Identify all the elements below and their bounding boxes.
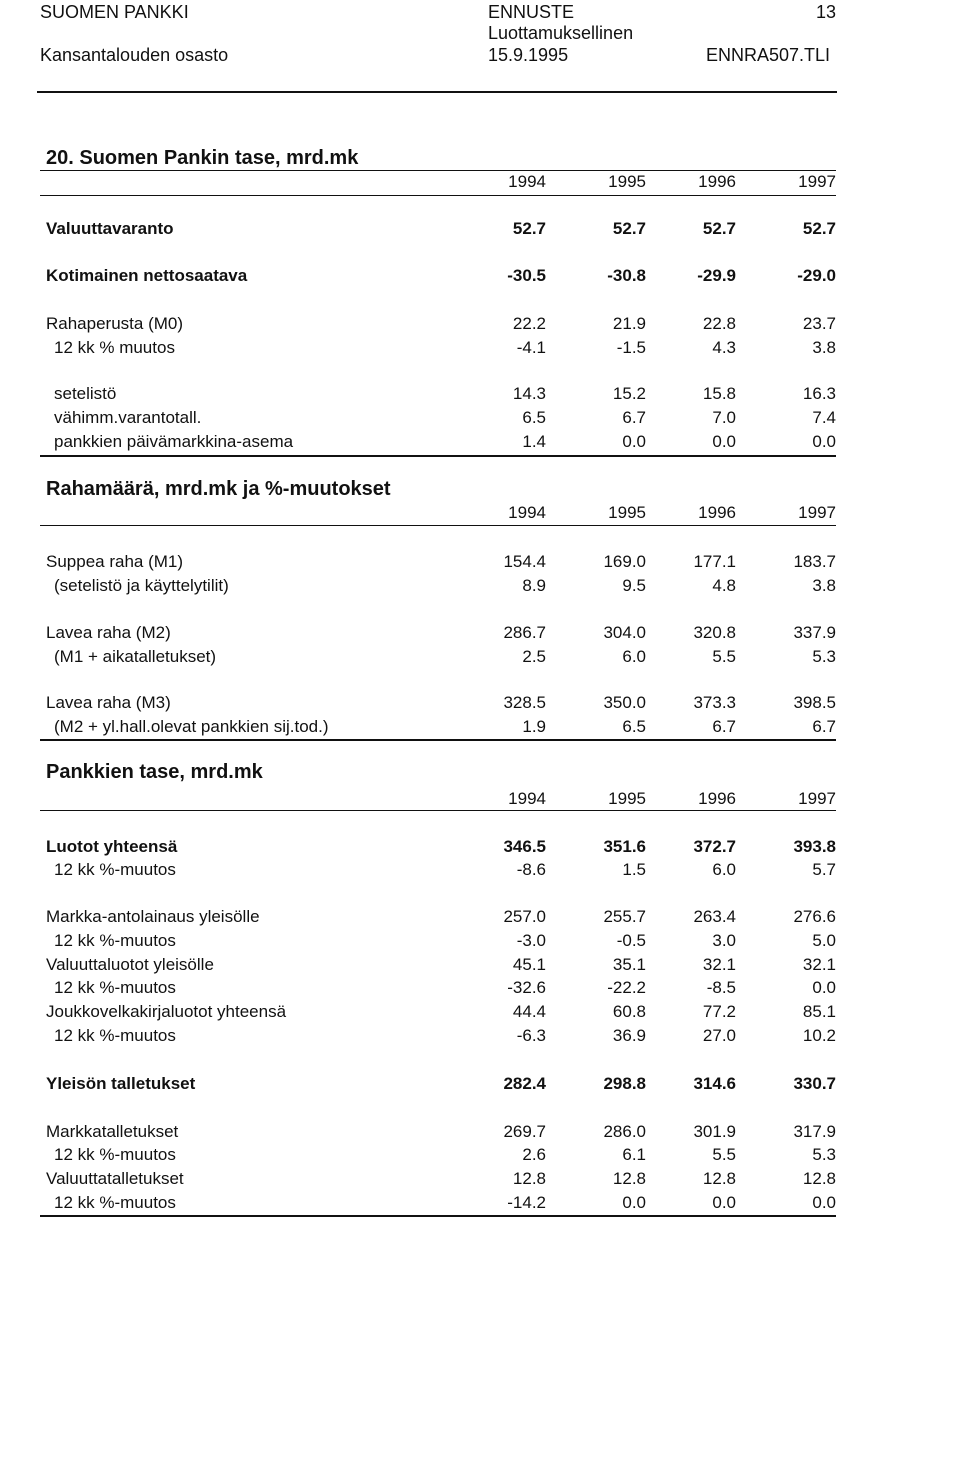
header-divider xyxy=(37,91,837,93)
cell-1996: 263.4 xyxy=(693,907,736,926)
cell-1996: 22.8 xyxy=(702,314,736,333)
year-1997: 1997 xyxy=(798,172,836,191)
cell-1995: 36.9 xyxy=(612,1026,646,1045)
year-1996: 1996 xyxy=(698,172,736,191)
cell-1995: 52.7 xyxy=(612,219,646,238)
section2-year-header xyxy=(40,502,836,524)
cell-1995: 1.5 xyxy=(622,860,646,879)
cell-1994: 6.5 xyxy=(522,408,546,427)
cell-1996: 373.3 xyxy=(693,693,736,712)
cell-1997: 52.7 xyxy=(802,219,836,238)
table-row xyxy=(40,1025,836,1047)
row-label: pankkien päivämarkkina-asema xyxy=(54,432,294,451)
section3-title: Pankkien tase, mrd.mk xyxy=(46,761,263,783)
cell-1995: 304.0 xyxy=(603,623,646,642)
row-label: Kotimainen nettosaatava xyxy=(46,266,248,285)
cell-1996: -29.9 xyxy=(697,266,736,285)
cell-1994: 14.3 xyxy=(512,384,546,403)
table-row xyxy=(40,622,836,644)
cell-1996: 0.0 xyxy=(712,1193,736,1212)
cell-1995: 35.1 xyxy=(612,955,646,974)
table-row xyxy=(40,930,836,952)
cell-1996: 0.0 xyxy=(712,432,736,451)
table-row xyxy=(40,954,836,976)
cell-1997: 6.7 xyxy=(812,717,836,736)
cell-1997: 0.0 xyxy=(812,432,836,451)
cell-1996: 6.7 xyxy=(712,717,736,736)
cell-1994: -14.2 xyxy=(507,1193,546,1212)
table-row xyxy=(40,218,836,240)
cell-1996: 4.3 xyxy=(712,338,736,357)
cell-1997: 276.6 xyxy=(793,907,836,926)
cell-1995: 12.8 xyxy=(612,1169,646,1188)
row-label: Rahaperusta (M0) xyxy=(46,314,184,333)
year-1996: 1996 xyxy=(698,789,736,808)
cell-1994: -6.3 xyxy=(516,1026,546,1045)
section2-title: Rahamäärä, mrd.mk ja %-muutokset xyxy=(46,478,391,500)
cell-1995: 298.8 xyxy=(603,1074,646,1093)
cell-1995: 169.0 xyxy=(603,552,646,571)
year-1994: 1994 xyxy=(508,503,546,522)
cell-1996: 4.8 xyxy=(712,576,736,595)
cell-1997: 32.1 xyxy=(802,955,836,974)
cell-1995: 6.1 xyxy=(622,1145,646,1164)
year-1995: 1995 xyxy=(608,503,646,522)
table-row xyxy=(40,407,836,429)
row-label: 12 kk %-muutos xyxy=(54,860,176,879)
cell-1997: 23.7 xyxy=(802,314,836,333)
row-label: 12 kk %-muutos xyxy=(54,1193,176,1212)
cell-1997: 398.5 xyxy=(793,693,836,712)
cell-1994: 2.5 xyxy=(522,647,546,666)
cell-1996: 3.0 xyxy=(712,931,736,950)
table-row xyxy=(40,1001,836,1023)
cell-1997: 0.0 xyxy=(812,1193,836,1212)
cell-1997: 5.3 xyxy=(812,1145,836,1164)
cell-1994: 8.9 xyxy=(522,576,546,595)
table-row xyxy=(40,1121,836,1143)
cell-1996: 15.8 xyxy=(702,384,736,403)
table-row xyxy=(40,977,836,999)
cell-1994: -8.6 xyxy=(516,860,546,879)
cell-1996: 6.0 xyxy=(712,860,736,879)
cell-1994: 269.7 xyxy=(503,1122,546,1141)
cell-1997: 3.8 xyxy=(812,576,836,595)
year-1996: 1996 xyxy=(698,503,736,522)
section3-year-rule xyxy=(40,810,836,811)
cell-1994: 44.4 xyxy=(512,1002,546,1021)
cell-1995: -0.5 xyxy=(616,931,646,950)
cell-1997: 393.8 xyxy=(793,837,836,856)
row-label: 12 kk % muutos xyxy=(54,338,175,357)
row-label: Joukkovelkakirjaluotot yhteensä xyxy=(46,1002,287,1021)
table-row xyxy=(40,383,836,405)
row-label: Luotot yhteensä xyxy=(46,837,178,856)
cell-1996: 5.5 xyxy=(712,647,736,666)
cell-1994: 154.4 xyxy=(503,552,546,571)
cell-1995: -30.8 xyxy=(607,266,646,285)
row-label: 12 kk %-muutos xyxy=(54,1026,176,1045)
table-row xyxy=(40,1168,836,1190)
row-label: (M2 + yl.hall.olevat pankkien sij.tod.) xyxy=(54,717,329,736)
table-row xyxy=(40,646,836,668)
row-label: Suppea raha (M1) xyxy=(46,552,184,571)
table-row xyxy=(40,716,836,738)
cell-1996: 27.0 xyxy=(702,1026,736,1045)
cell-1997: 0.0 xyxy=(812,978,836,997)
page-number: 13 xyxy=(816,2,837,22)
cell-1997: 330.7 xyxy=(793,1074,836,1093)
section3-year-header xyxy=(40,788,836,810)
cell-1996: 77.2 xyxy=(702,1002,736,1021)
cell-1994: -30.5 xyxy=(507,266,546,285)
cell-1994: 346.5 xyxy=(503,837,546,856)
table-row xyxy=(40,859,836,881)
cell-1997: 16.3 xyxy=(802,384,836,403)
table-row xyxy=(40,1073,836,1095)
table-row xyxy=(40,836,836,858)
table-row xyxy=(40,1144,836,1166)
cell-1994: 282.4 xyxy=(503,1074,546,1093)
cell-1995: 9.5 xyxy=(622,576,646,595)
cell-1994: -4.1 xyxy=(516,338,546,357)
cell-1995: -1.5 xyxy=(616,338,646,357)
cell-1996: 372.7 xyxy=(693,837,736,856)
cell-1995: -22.2 xyxy=(607,978,646,997)
cell-1996: 32.1 xyxy=(702,955,736,974)
row-label: Markka-antolainaus yleisölle xyxy=(46,907,260,926)
row-label: 12 kk %-muutos xyxy=(54,1145,176,1164)
cell-1995: 15.2 xyxy=(612,384,646,403)
cell-1995: 286.0 xyxy=(603,1122,646,1141)
row-label: Lavea raha (M3) xyxy=(46,693,171,712)
cell-1995: 6.7 xyxy=(622,408,646,427)
cell-1997: 5.3 xyxy=(812,647,836,666)
row-label: Yleisön talletukset xyxy=(46,1074,196,1093)
cell-1994: 45.1 xyxy=(512,955,546,974)
table-row xyxy=(40,1192,836,1214)
cell-1996: 12.8 xyxy=(702,1169,736,1188)
table-row xyxy=(40,313,836,335)
cell-1997: 183.7 xyxy=(793,552,836,571)
file-name: ENNRA507.TLI xyxy=(706,45,831,65)
cell-1995: 6.5 xyxy=(622,717,646,736)
section1-bottom-rule xyxy=(40,455,836,457)
cell-1994: 257.0 xyxy=(503,907,546,926)
table-row xyxy=(40,265,836,287)
cell-1996: 7.0 xyxy=(712,408,736,427)
cell-1995: 0.0 xyxy=(622,432,646,451)
department: Kansantalouden osasto xyxy=(40,45,229,65)
cell-1997: 3.8 xyxy=(812,338,836,357)
table-row xyxy=(40,337,836,359)
row-label: Markkatalletukset xyxy=(46,1122,179,1141)
cell-1997: 12.8 xyxy=(802,1169,836,1188)
row-label: 12 kk %-muutos xyxy=(54,978,176,997)
cell-1994: 286.7 xyxy=(503,623,546,642)
cell-1997: 337.9 xyxy=(793,623,836,642)
cell-1995: 21.9 xyxy=(612,314,646,333)
cell-1996: 52.7 xyxy=(702,219,736,238)
cell-1994: 1.4 xyxy=(522,432,546,451)
cell-1996: 5.5 xyxy=(712,1145,736,1164)
cell-1994: 328.5 xyxy=(503,693,546,712)
section1-year-rule xyxy=(40,195,836,196)
section3-bottom-rule xyxy=(40,1215,836,1217)
cell-1997: 5.0 xyxy=(812,931,836,950)
year-1997: 1997 xyxy=(798,789,836,808)
cell-1994: -32.6 xyxy=(507,978,546,997)
cell-1994: 12.8 xyxy=(512,1169,546,1188)
section1-title: 20. Suomen Pankin tase, mrd.mk xyxy=(46,147,359,169)
row-label: setelistö xyxy=(54,384,117,403)
row-label: Lavea raha (M2) xyxy=(46,623,171,642)
table-row xyxy=(40,551,836,573)
table-row xyxy=(40,692,836,714)
cell-1994: 22.2 xyxy=(512,314,546,333)
row-label: (setelistö ja käyttelytilit) xyxy=(54,576,229,595)
cell-1996: 320.8 xyxy=(693,623,736,642)
table-row xyxy=(40,906,836,928)
org-name: SUOMEN PANKKI xyxy=(40,2,189,22)
doc-type: ENNUSTE xyxy=(488,2,575,22)
year-1994: 1994 xyxy=(508,789,546,808)
classification: Luottamuksellinen xyxy=(488,23,634,43)
row-label: (M1 + aikatalletukset) xyxy=(54,647,217,666)
cell-1996: 177.1 xyxy=(693,552,736,571)
row-label: Valuuttatalletukset xyxy=(46,1169,184,1188)
row-label: Valuuttaluotot yleisölle xyxy=(46,955,214,974)
section2-year-rule xyxy=(40,525,836,526)
cell-1994: 1.9 xyxy=(522,717,546,736)
cell-1997: 317.9 xyxy=(793,1122,836,1141)
year-1995: 1995 xyxy=(608,789,646,808)
row-label: vähimm.varantotall. xyxy=(54,408,202,427)
section2-bottom-rule xyxy=(40,739,836,741)
table-row xyxy=(40,431,836,453)
cell-1995: 350.0 xyxy=(603,693,646,712)
cell-1994: 52.7 xyxy=(512,219,546,238)
year-1995: 1995 xyxy=(608,172,646,191)
cell-1996: 314.6 xyxy=(693,1074,736,1093)
row-label: Valuuttavaranto xyxy=(46,219,174,238)
cell-1995: 255.7 xyxy=(603,907,646,926)
cell-1996: 301.9 xyxy=(693,1122,736,1141)
cell-1995: 6.0 xyxy=(622,647,646,666)
cell-1997: 5.7 xyxy=(812,860,836,879)
cell-1995: 351.6 xyxy=(603,837,646,856)
row-label: 12 kk %-muutos xyxy=(54,931,176,950)
section1-year-header xyxy=(40,171,836,193)
year-1997: 1997 xyxy=(798,503,836,522)
cell-1997: 10.2 xyxy=(802,1026,836,1045)
doc-date: 15.9.1995 xyxy=(488,45,569,65)
year-1994: 1994 xyxy=(508,172,546,191)
table-row xyxy=(40,575,836,597)
cell-1997: 7.4 xyxy=(812,408,836,427)
cell-1996: -8.5 xyxy=(706,978,736,997)
cell-1997: 85.1 xyxy=(802,1002,836,1021)
cell-1995: 0.0 xyxy=(622,1193,646,1212)
cell-1997: -29.0 xyxy=(797,266,836,285)
cell-1994: 2.6 xyxy=(522,1145,546,1164)
cell-1995: 60.8 xyxy=(612,1002,646,1021)
cell-1994: -3.0 xyxy=(516,931,546,950)
